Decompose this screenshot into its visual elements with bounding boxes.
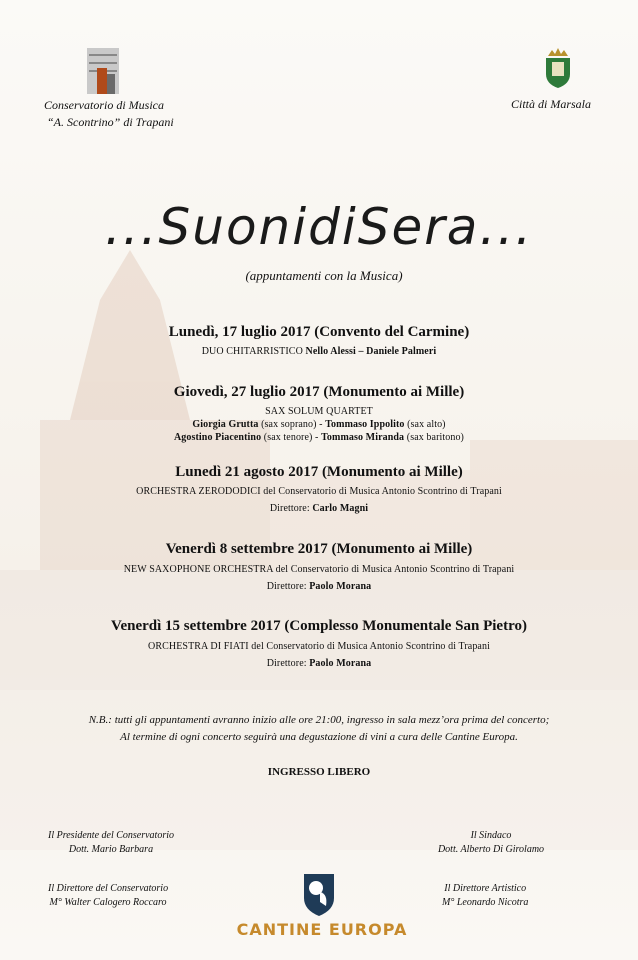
event-5-ensemble: ORCHESTRA DI FIATI del Conservatorio di Musica Antonio Scontrino di Trapani: [148, 641, 490, 652]
event-2-date: Giovedì, 27 luglio 2017 (Monumento ai Mille): [173, 384, 465, 400]
event-2-ensemble: SAX SOLUM QUARTET: [265, 406, 373, 417]
cantine-europa-logo-icon: [298, 872, 340, 916]
subtitle: (appuntamenti con la Musica): [245, 268, 403, 283]
event-3-ensemble: ORCHESTRA ZERODODICI del Conservatorio di Musica Antonio Scontrino di Trapani: [136, 486, 502, 497]
president-role: Il Presidente del Conservatorio: [48, 830, 174, 841]
event-4-ensemble: NEW SAXOPHONE ORCHESTRA del Conservatorio di Musica Antonio Scontrino di Trapani: [123, 564, 515, 575]
note-line-1: N.B.: tutti gli appuntamenti avranno inizio alle ore 21:00, ingresso in sala mezz’ora prima del concerto;: [88, 714, 550, 726]
event-2-performers-1: Giorgia Grutta (sax soprano) - Tommaso Ippolito (sax alto): [192, 419, 446, 430]
event-5-date: Venerdì 15 settembre 2017 (Complesso Monumentale San Pietro): [111, 618, 527, 634]
event-3-director: Direttore: Carlo Magni: [269, 503, 369, 514]
artistic-director-name: M° Leonardo Nicotra: [442, 897, 529, 908]
header-left-line2: “A. Scontrino” di Trapani: [47, 115, 174, 129]
director-conservatorio-name: M° Walter Calogero Roccaro: [49, 897, 167, 908]
event-4-date: Venerdì 8 settembre 2017 (Monumento ai Mille): [165, 541, 473, 557]
director-conservatorio-role: Il Direttore del Conservatorio: [48, 883, 169, 894]
event-1-date: Lunedì, 17 luglio 2017 (Convento del Carmine): [168, 324, 470, 340]
mayor-role: Il Sindaco: [470, 830, 512, 841]
event-4-director: Direttore: Paolo Morana: [266, 581, 372, 592]
event-3-date: Lunedì 21 agosto 2017 (Monumento ai Mille): [175, 464, 463, 480]
header-right-line1: Città di Marsala: [511, 97, 592, 111]
note-line-2: Al termine di ogni concerto seguirà una degustazione di vini a cura delle Cantine Europa.: [120, 731, 518, 743]
sponsor-name: CANTINE EUROPA: [236, 920, 408, 939]
artistic-director-role: Il Direttore Artistico: [444, 883, 527, 894]
mayor-name: Dott. Alberto Di Girolamo: [437, 844, 545, 855]
event-1-details: DUO CHITARRISTICO Nello Alessi – Daniele Palmeri: [201, 346, 437, 357]
event-2-performers-2: Agostino Piacentino (sax tenore) - Tommaso Miranda (sax baritono): [173, 432, 464, 443]
event-5-director: Direttore: Paolo Morana: [266, 658, 372, 669]
free-entry: INGRESSO LIBERO: [267, 766, 371, 778]
page-title: ...SuonidiSera...: [104, 198, 534, 256]
president-name: Dott. Mario Barbara: [68, 844, 154, 855]
conservatorio-logo: [87, 48, 119, 94]
header-left-line1: Conservatorio di Musica: [44, 98, 164, 112]
marsala-coat-of-arms-icon: [543, 48, 573, 88]
